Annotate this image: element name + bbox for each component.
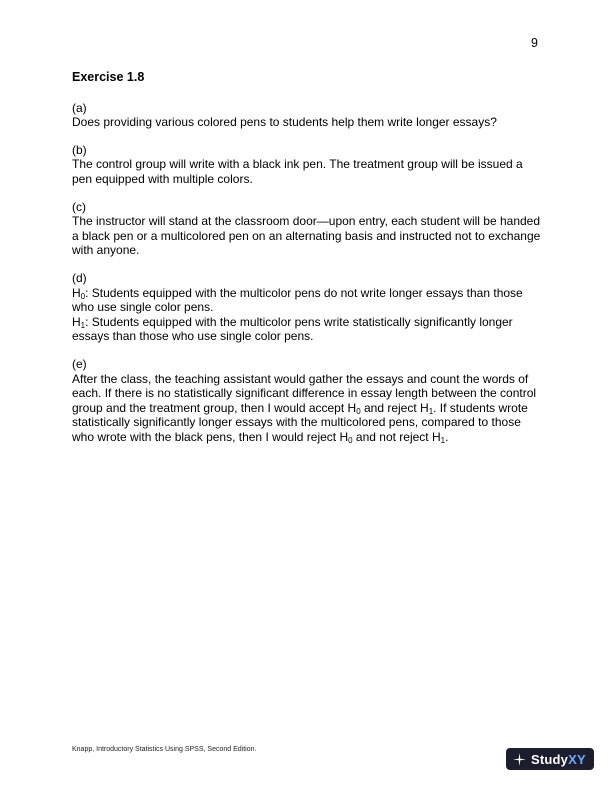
plus-sparkle-icon [513, 753, 526, 766]
footer-citation: Knapp, Introductory Statistics Using SPSS, Second Edition. [72, 746, 257, 753]
null-hypothesis [72, 286, 542, 315]
section-e-text [72, 372, 542, 445]
section-a [72, 101, 542, 130]
alternative-hypothesis [72, 315, 542, 344]
section-e-label: (e) [72, 356, 87, 371]
h1-text: : Students equipped with the multicolor pens write statistically significantly longer essays than those who use single color pens. [72, 314, 513, 344]
exercise-title: Exercise 1.8 [72, 70, 145, 84]
section-b [72, 143, 542, 187]
section-e-sub-4: 1 [440, 435, 446, 445]
section-c-label: (c) [72, 199, 86, 214]
logo-text-main: Study [531, 751, 569, 767]
h0-text: : Students equipped with the multicolor pens do not write longer essays than those who use single color pens. [72, 285, 523, 315]
page-number: 9 [531, 36, 538, 50]
section-e-part-1: After the class, the teaching assistant would gather the essays and count the words of each. If there is no statistically significant difference in essay length between the control group and the treatment group, then I would accept H [72, 371, 537, 415]
section-a-label: (a) [72, 100, 87, 115]
h0-subscript: 0 [80, 291, 86, 301]
section-d [72, 271, 542, 344]
section-b-label: (b) [72, 142, 87, 157]
exercise-content [72, 70, 542, 457]
section-e [72, 357, 542, 445]
section-d-label: (d) [72, 270, 87, 285]
section-e-sub-2: 1 [428, 406, 434, 416]
section-b-text: The control group will write with a black ink pen. The treatment group will be issued a pen equipped with multiple colors. [72, 157, 523, 186]
section-e-part-4: and not reject H [352, 429, 441, 444]
h0-symbol: H [72, 285, 81, 300]
h1-subscript: 1 [80, 320, 86, 330]
studyxy-logo [506, 748, 594, 770]
section-a-text: Does providing various colored pens to students help them write longer essays? [72, 115, 497, 130]
section-e-part-2: and reject H [360, 400, 429, 415]
section-e-sub-3: 0 [348, 435, 353, 445]
section-e-part-5: . [445, 429, 449, 444]
h1-symbol: H [72, 314, 81, 329]
logo-text-accent: XY [568, 751, 586, 767]
section-c-text: The instructor will stand at the classroom door—upon entry, each student will be handed a black pen or a multicolored pen on an alternating basis and instructed not to exchange with anyone. [72, 214, 541, 258]
section-c [72, 200, 542, 258]
section-e-part-3: . If students wrote statistically significantly longer essays with the multicolored pens, compared to those who wrote with the black pens, then I would reject H [72, 400, 528, 444]
section-e-sub-1: 0 [356, 406, 361, 416]
logo-text [531, 752, 586, 767]
